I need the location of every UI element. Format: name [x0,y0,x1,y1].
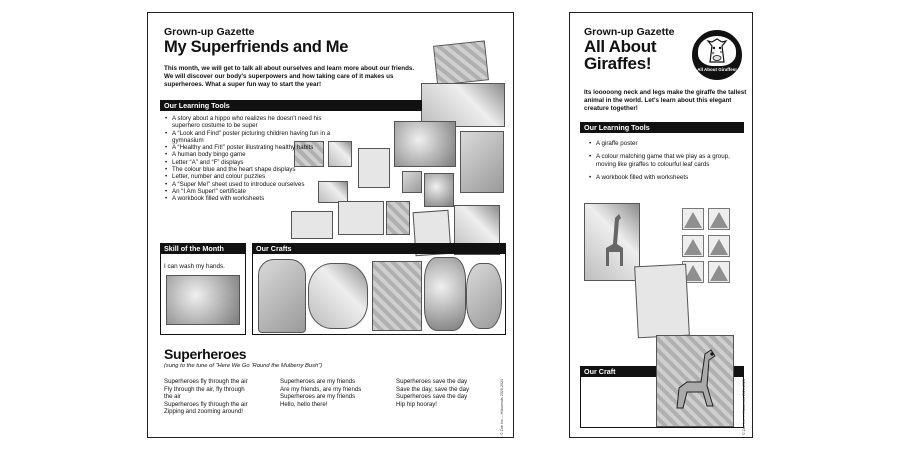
giraffe-craft-icon [657,336,733,426]
copyright-text: © Zoé Inc. – Hiboumots 2020-2021 [500,379,504,435]
body-bingo-photo [460,131,504,193]
tool-item: • A workbook filled with worksheets [596,174,736,181]
leaf-shape-icon [710,265,728,281]
superhero-craft-photo [424,257,466,331]
tool-item: • A story about a hippo who realizes he doesn't need his superhero costume to be super [172,115,344,130]
craft-header: Our Craft [580,366,744,377]
i-am-super-certificate-photo [291,211,333,239]
tool-item: • A “Look and Find” poster picturing children having fun in a gymnasium [172,130,344,145]
superfriends-newsletter-page [147,12,514,438]
tool-item: • A colour matching game that we play as a group, moving like giraffes to colourful leaf cards [596,153,736,168]
giraffes-newsletter-page [569,12,753,438]
tool-item: • A giraffe poster [596,140,736,147]
giraffe-face-icon [698,36,736,66]
learning-tools-header: Our Learning Tools [580,122,744,133]
copyright-text: © Zoé Inc. – Hiboumots 2020-2021 [742,379,746,435]
page-title-line-2: Giraffes! [584,54,652,73]
song-verse-2: Superheroes are my friends Are my friends, are my friends Superheroes are my friends Hello, hello there! [280,378,362,408]
skill-header: Skill of the Month [160,243,246,254]
colour-display-photo [424,173,454,207]
heart-display-photo [402,171,422,193]
door-hanger-craft-photo [258,259,306,333]
giraffe-silhouette-icon [585,204,639,280]
healthy-fit-poster-photo [394,121,456,167]
handwashing-photo [166,275,240,325]
giraffe-craft-photo [656,335,734,427]
tool-item: • An “I Am Super!” certificate [172,188,344,195]
learning-tools-list [164,115,344,203]
song-verse-3: Superheroes save the day Save the day, save the day Superheroes save the day Hip hip hooray! [396,378,470,408]
giraffe-badge-logo [692,30,742,80]
mask-craft-photo [308,263,368,329]
leaf-shape-icon [710,212,728,228]
page-title-line-1: All About [584,37,657,56]
tool-item: • Letter, number and colour puzzles [172,173,344,180]
learning-tools-header: Our Learning Tools [160,100,422,111]
learning-tools-list [588,140,736,181]
tool-item: • The colour blue and the heart shape displays [172,166,344,173]
bingo-card-photo [433,40,489,85]
gazette-label: Grown-up Gazette [584,26,675,38]
workbook-photo [634,264,690,339]
puzzle-photo [358,148,390,188]
gazette-label: Grown-up Gazette [164,26,255,38]
leaf-shape-icon [684,239,702,255]
tool-item: • Letter “A” and “F” displays [172,159,344,166]
giraffe-poster-photo [584,203,640,281]
skill-text: I can wash my hands. [164,263,225,270]
tool-item: • A “Super Me!” sheet used to introduce ourselves [172,181,344,188]
tool-item: • A human body bingo game [172,151,344,158]
leaf-shape-icon [684,212,702,228]
collage-craft-photo [372,261,422,331]
leaf-shape-icon [710,239,728,255]
crafts-header: Our Crafts [252,243,506,254]
page-title: My Superfriends and Me [164,38,349,56]
tool-item: • A “Healthy and Fit!” poster illustrating healthy habits [172,144,344,151]
butterfly-craft-photo [466,263,502,329]
intro-paragraph: This month, we will get to talk all about ourselves and learn more about our friends. We will discover our body's superpowers and how taking care of it makes us superheroes. What a super fun way to start the year! [164,65,415,89]
song-verse-1: Superheroes fly through the air Fly through the air, fly through the air Superheroes fly through the air Zipping and zooming around! [164,378,248,416]
super-me-sheet-photo [386,201,410,235]
colour-puzzle-photo [338,201,384,235]
badge-text: All About Giraffes! [697,67,737,72]
tool-item: • A workbook filled with worksheets [172,195,344,202]
song-subtitle: (sung to the tune of “Here We Go ’Round the Mulberry Bush”) [164,363,323,369]
intro-paragraph: Its looooong neck and legs make the giraffe the tallest animal in the world. Let's learn about this elegant creature together! [584,89,747,113]
song-title: Superheroes [164,346,247,362]
